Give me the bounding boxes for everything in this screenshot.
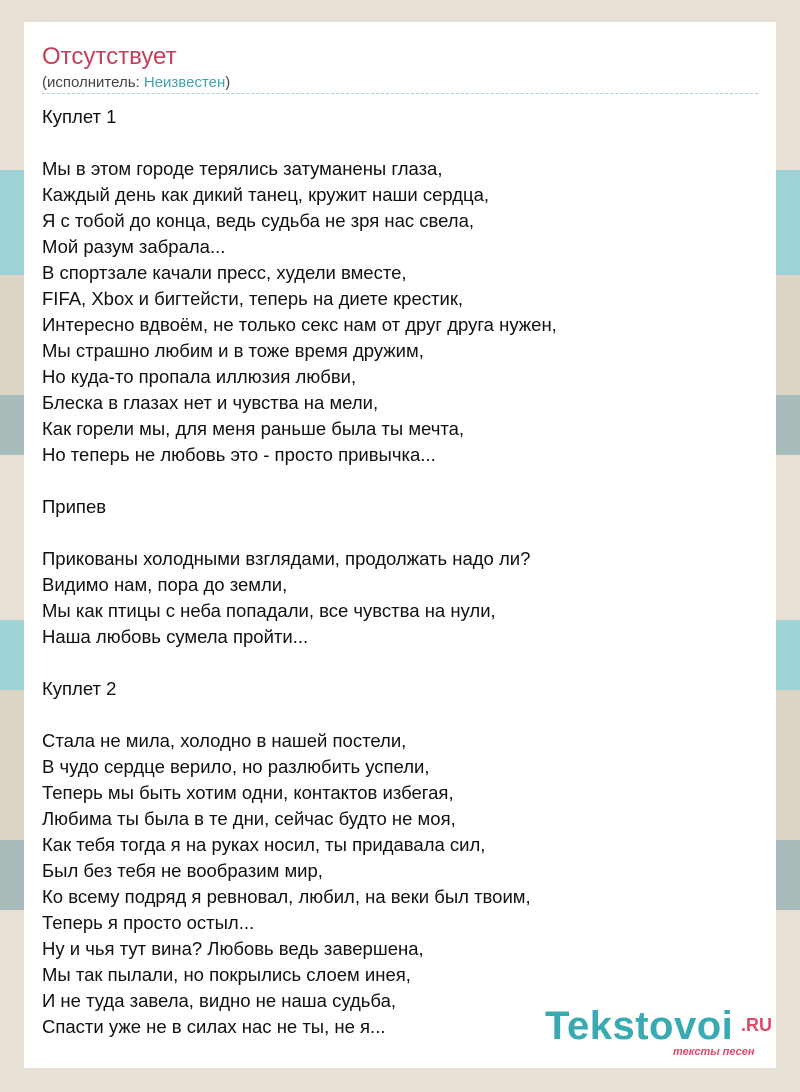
lyrics-line: Но куда-то пропала иллюзия любви, [42,366,357,387]
logo-tld-text: .RU [741,1015,772,1035]
artist-prefix: (исполнитель: [42,74,144,91]
artist-line [42,74,230,92]
lyrics-text [42,104,762,1040]
lyrics-line: Интересно вдвоём, не только секс нам от друг друга нужен, [42,314,557,335]
lyrics-line: Как тебя тогда я на руках носил, ты придавала сил, [42,834,486,855]
lyrics-line: Как горели мы, для меня раньше была ты мечта, [42,418,465,439]
lyrics-line: Видимо нам, пора до земли, [42,574,288,595]
lyrics-blank-line [42,520,762,546]
site-logo[interactable] [545,1003,775,1065]
lyrics-line: Припев [42,496,107,517]
lyrics-line: Любима ты была в те дни, сейчас будто не моя, [42,808,456,829]
lyrics-blank-line [42,468,762,494]
lyrics-line: В спортзале качали пресс, худели вместе, [42,262,407,283]
lyrics-line: Стала не мила, холодно в нашей постели, [42,730,407,751]
lyrics-line: Мы так пылали, но покрылись слоем инея, [42,964,411,985]
lyrics-line: FIFA, Xbox и бигтейсти, теперь на диете крестик, [42,288,464,309]
lyrics-line: Ко всему подряд я ревновал, любил, на веки был твоим, [42,886,531,907]
logo-tagline: тексты песен [673,1046,755,1058]
lyrics-line: Блеска в глазах нет и чувства на мели, [42,392,379,413]
divider [42,93,758,94]
lyrics-line: Мы страшно любим и в тоже время дружим, [42,340,424,361]
lyrics-line: Прикованы холодными взглядами, продолжать надо ли? [42,548,531,569]
lyrics-line: Каждый день как дикий танец, кружит наши сердца, [42,184,490,205]
lyrics-line: Наша любовь сумела пройти... [42,626,309,647]
lyrics-card [24,22,776,1068]
song-title: Отсутствует [42,43,177,70]
lyrics-line: Куплет 1 [42,106,117,127]
artist-suffix: ) [225,74,231,91]
lyrics-line: Мы в этом городе терялись затуманены глаза, [42,158,443,179]
lyrics-line: Куплет 2 [42,678,117,699]
logo-main-text: Tekstovoi [545,1004,734,1048]
lyrics-line: Я с тобой до конца, ведь судьба не зря нас свела, [42,210,475,231]
lyrics-line: Теперь мы быть хотим одни, контактов избегая, [42,782,454,803]
lyrics-line: И не туда завела, видно не наша судьба, [42,990,396,1011]
lyrics-line: Мой разум забрала... [42,236,226,257]
artist-link[interactable]: Неизвестен [143,74,226,91]
lyrics-blank-line [42,650,762,676]
lyrics-line: Но теперь не любовь это - просто привычка... [42,444,436,465]
lyrics-blank-line [42,130,762,156]
lyrics-blank-line [42,702,762,728]
lyrics-line: Ну и чья тут вина? Любовь ведь завершена, [42,938,424,959]
lyrics-line: Был без тебя не вообразим мир, [42,860,323,881]
lyrics-line: Мы как птицы с неба попадали, все чувства на нули, [42,600,496,621]
lyrics-line: В чудо сердце верило, но разлюбить успели, [42,756,430,777]
lyrics-line: Теперь я просто остыл... [42,912,255,933]
lyrics-line: Спасти уже не в силах нас не ты, не я... [42,1016,386,1037]
